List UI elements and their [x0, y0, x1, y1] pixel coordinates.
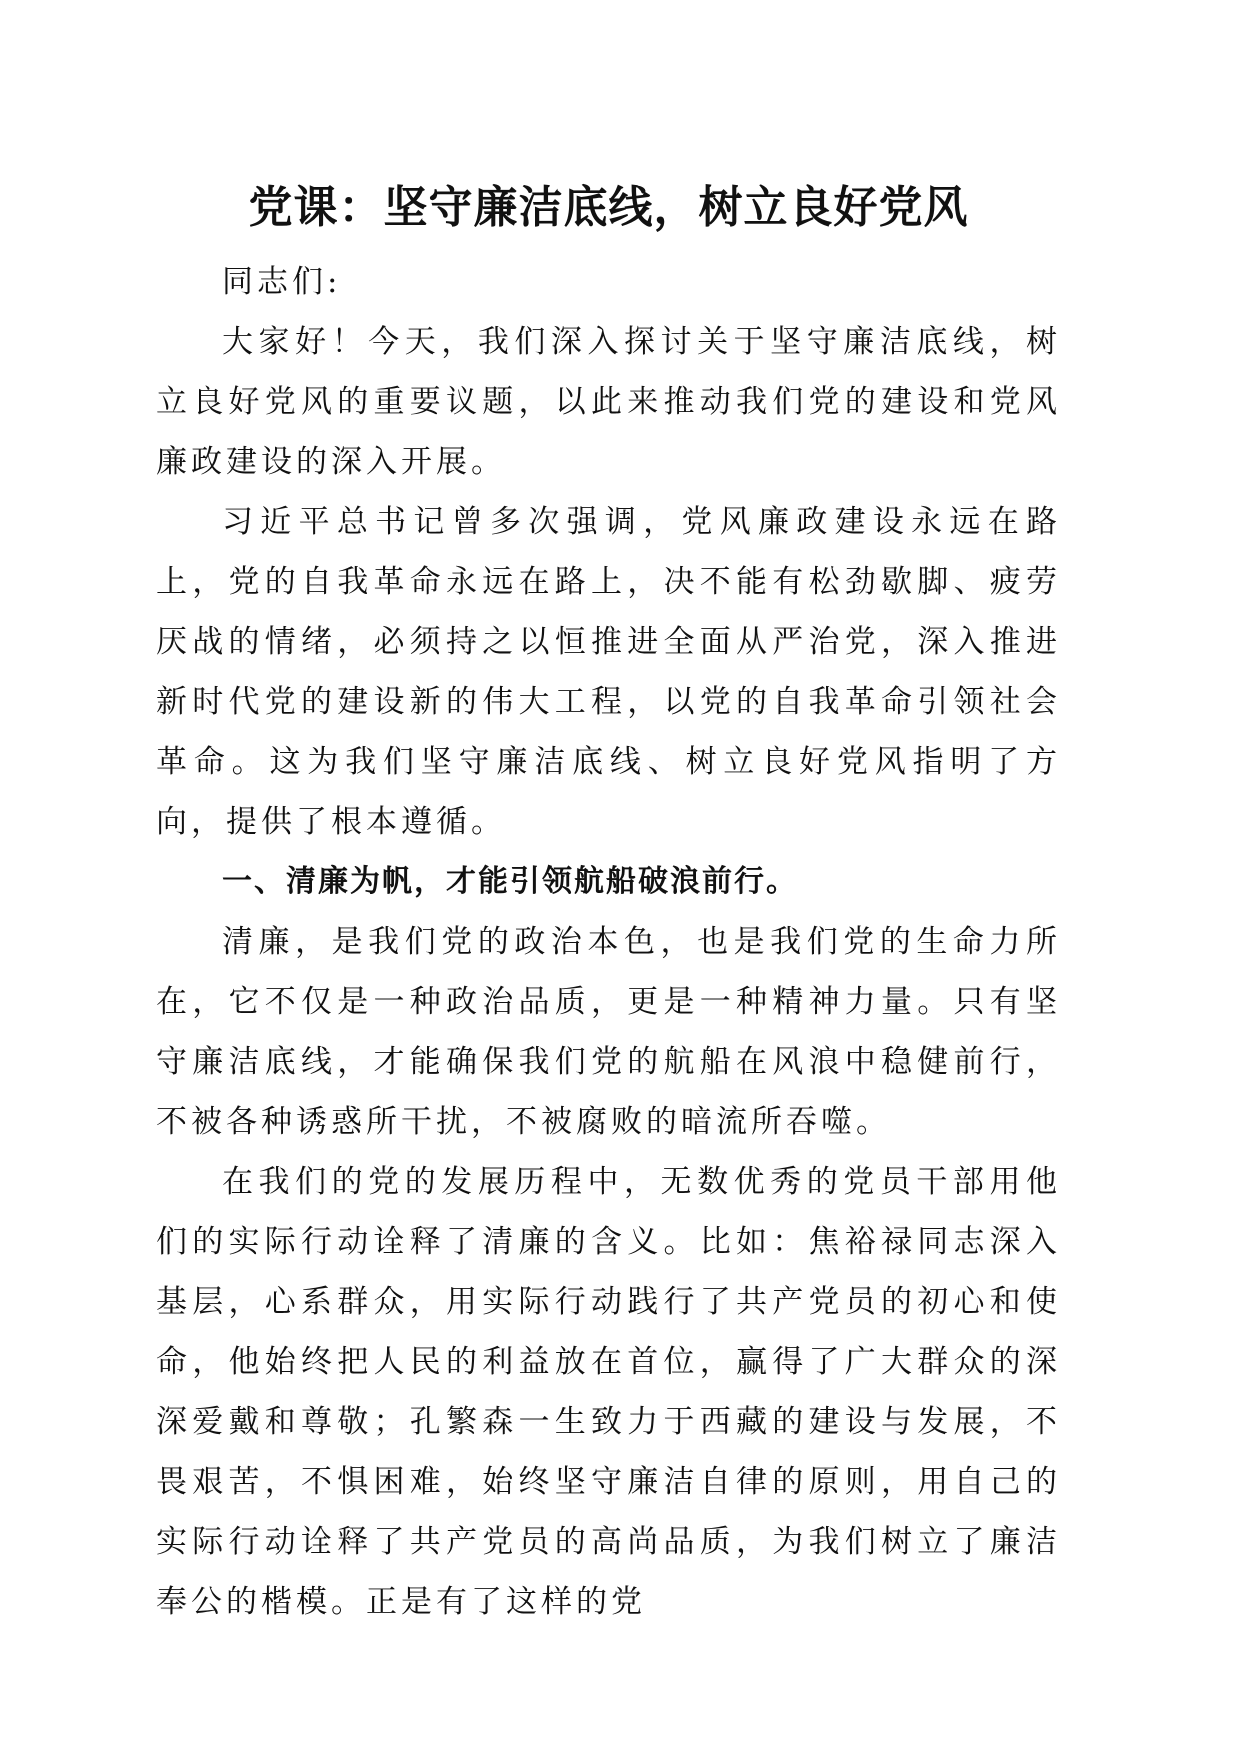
salutation: 同志们: [222, 264, 342, 300]
paragraph-examples: 在我们的党的发展历程中，无数优秀的党员干部用他们的实际行动诠释了清廉的含义。比如：焦裕禄同志深入基层，心系群众，用实际行动践行了共产党员的初心和使命，他始终把人民的利益放在首位，赢得了广大群众的深深爱戴和尊敬；孔繁森一生致力于西藏的建设与发展，不畏艰苦，不惧困难，始终坚守廉洁自律的原则，用自己的实际行动诠释了共产党员的高尚品质，为我们树立了廉洁奉公的楷模。正是有了这样的党 [156, 1164, 1061, 1620]
section-heading-1: 一、清廉为帆，才能引领航船破浪前行。 [222, 864, 798, 899]
document-page [156, 168, 1061, 1632]
paragraph-quote: 习近平总书记曾多次强调，党风廉政建设永远在路上，党的自我革命永远在路上，决不能有松劲歇脚、疲劳厌战的情绪，必须持之以恒推进全面从严治党，深入推进新时代党的建设新的伟大工程，以党的自我革命引领社会革命。这为我们坚守廉洁底线、树立良好党风指明了方向，提供了根本遵循。 [156, 504, 1061, 840]
document-title: 党课：坚守廉洁底线，树立良好党风 [248, 182, 969, 233]
paragraph-integrity: 清廉，是我们党的政治本色，也是我们党的生命力所在，它不仅是一种政治品质，更是一种精神力量。只有坚守廉洁底线，才能确保我们党的航船在风浪中稳健前行，不被各种诱惑所干扰，不被腐败的暗流所吞噬。 [156, 924, 1061, 1140]
paragraph-intro: 大家好！今天，我们深入探讨关于坚守廉洁底线，树立良好党风的重要议题，以此来推动我们党的建设和党风廉政建设的深入开展。 [156, 324, 1061, 480]
